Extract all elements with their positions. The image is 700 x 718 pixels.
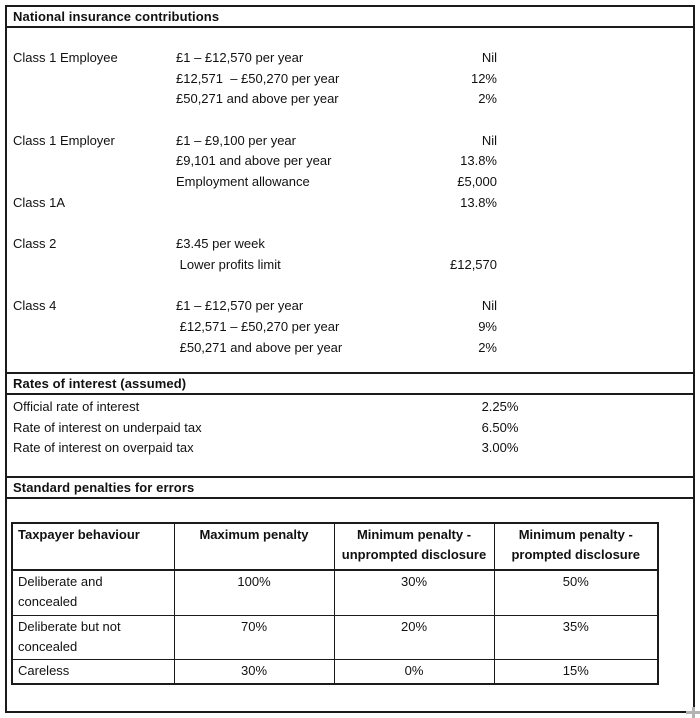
ni-row — [7, 255, 693, 276]
prompted-penalty-cell: 15% — [494, 660, 658, 685]
blank-line — [7, 214, 693, 235]
ni-row — [7, 131, 693, 152]
prompted-penalty-cell: 35% — [494, 615, 658, 660]
behaviour-cell: Careless — [12, 660, 174, 685]
ni-band-description: Lower profits limit — [176, 256, 281, 272]
ni-rate-value: Nil — [481, 132, 497, 148]
section-header-standard-penalties — [7, 476, 693, 499]
section-title: National insurance contributions — [13, 9, 220, 24]
behaviour-cell: Deliberate but not concealed — [12, 615, 174, 660]
penalties-table — [11, 522, 659, 685]
ni-class-label — [13, 69, 176, 90]
rates-of-interest-section — [7, 395, 693, 476]
ni-class-label — [13, 89, 176, 110]
ni-row — [7, 317, 693, 338]
ni-band-description: £1 – £9,100 per year — [176, 132, 296, 148]
unprompted-penalty-cell: 0% — [334, 660, 494, 685]
national-insurance-section — [7, 28, 693, 372]
ni-row — [7, 296, 693, 317]
ni-class-label — [13, 255, 176, 276]
unprompted-penalty-cell: 30% — [334, 570, 494, 615]
header-min-penalty-unprompted: Minimum penalty - unprompted disclosure — [334, 523, 494, 570]
ni-row — [7, 193, 693, 214]
ni-row — [7, 338, 693, 359]
section-header-rates-of-interest — [7, 372, 693, 395]
ni-band-description: Employment allowance — [176, 174, 310, 190]
ni-band-description — [176, 193, 381, 214]
ni-rate-value: Nil — [481, 298, 497, 314]
interest-value: 2.25% — [481, 399, 519, 414]
header-min-penalty-prompted: Minimum penalty - prompted disclosure — [494, 523, 658, 570]
ni-class-label: Class 2 — [13, 236, 57, 252]
ni-class-label: Class 1 Employee — [13, 50, 118, 65]
penalties-row-deliberate-not-concealed — [12, 615, 658, 660]
ni-rate-value: 13.8% — [460, 153, 497, 169]
ni-band-description: £12,571 – £50,270 per year — [176, 318, 340, 334]
ni-rate-value — [381, 234, 497, 255]
header-taxpayer-behaviour: Taxpayer behaviour — [12, 523, 174, 570]
ni-band-description: £50,271 and above per year — [176, 339, 343, 355]
blank-line — [7, 276, 693, 297]
prompted-penalty-cell: 50% — [494, 570, 658, 615]
ni-band-description: £1 – £12,570 per year — [176, 298, 304, 314]
ni-class-label: Class 1A — [13, 194, 66, 210]
ni-row — [7, 69, 693, 90]
interest-value: 3.00% — [481, 440, 519, 456]
ni-class-label: Class 4 — [13, 298, 57, 314]
ni-band-description: £9,101 and above per year — [176, 153, 332, 169]
behaviour-cell: Deliberate and concealed — [12, 570, 174, 615]
interest-row — [7, 397, 693, 418]
document-frame — [5, 5, 695, 713]
ni-band-description: £12,571 – £50,270 per year — [176, 70, 340, 86]
ni-rate-value: 9% — [478, 318, 497, 334]
max-penalty-cell: 30% — [174, 660, 334, 685]
interest-label: Official rate of interest — [13, 399, 140, 414]
penalties-row-careless — [12, 660, 658, 685]
ni-row — [7, 151, 693, 172]
ni-rate-value: 2% — [478, 339, 497, 355]
table-resize-handle-icon — [686, 707, 700, 718]
ni-row — [7, 48, 693, 69]
ni-row — [7, 234, 693, 255]
interest-value: 6.50% — [481, 419, 519, 435]
ni-rate-value: £12,570 — [450, 256, 497, 272]
ni-class-label — [13, 317, 176, 338]
penalties-header-row — [12, 523, 658, 570]
ni-band-description: £1 – £12,570 per year — [176, 50, 304, 65]
unprompted-penalty-cell: 20% — [334, 615, 494, 660]
section-title: Rates of interest (assumed) — [13, 376, 187, 391]
section-title: Standard penalties for errors — [13, 480, 195, 495]
ni-class-label — [13, 151, 176, 172]
interest-label: Rate of interest on overpaid tax — [13, 440, 194, 456]
penalties-section — [7, 499, 693, 711]
blank-line — [7, 110, 693, 131]
interest-label: Rate of interest on underpaid tax — [13, 419, 202, 435]
ni-row — [7, 89, 693, 110]
penalties-row-deliberate-concealed — [12, 570, 658, 615]
ni-band-description: £50,271 and above per year — [176, 91, 339, 107]
max-penalty-cell: 100% — [174, 570, 334, 615]
ni-rate-value: 12% — [470, 70, 497, 86]
ni-class-label — [13, 172, 176, 193]
ni-class-label — [13, 338, 176, 359]
handle-vertical-bar — [692, 707, 695, 718]
ni-rate-value: 13.8% — [460, 194, 497, 210]
ni-band-description: £3.45 per week — [176, 236, 265, 252]
ni-rate-value: £5,000 — [457, 174, 497, 190]
max-penalty-cell: 70% — [174, 615, 334, 660]
ni-class-label: Class 1 Employer — [13, 132, 115, 148]
section-header-national-insurance — [7, 7, 693, 28]
interest-row — [7, 418, 693, 439]
ni-rate-value: 2% — [478, 91, 497, 107]
header-maximum-penalty: Maximum penalty — [174, 523, 334, 570]
interest-row — [7, 438, 693, 459]
ni-rate-value: Nil — [481, 50, 497, 65]
ni-row — [7, 172, 693, 193]
